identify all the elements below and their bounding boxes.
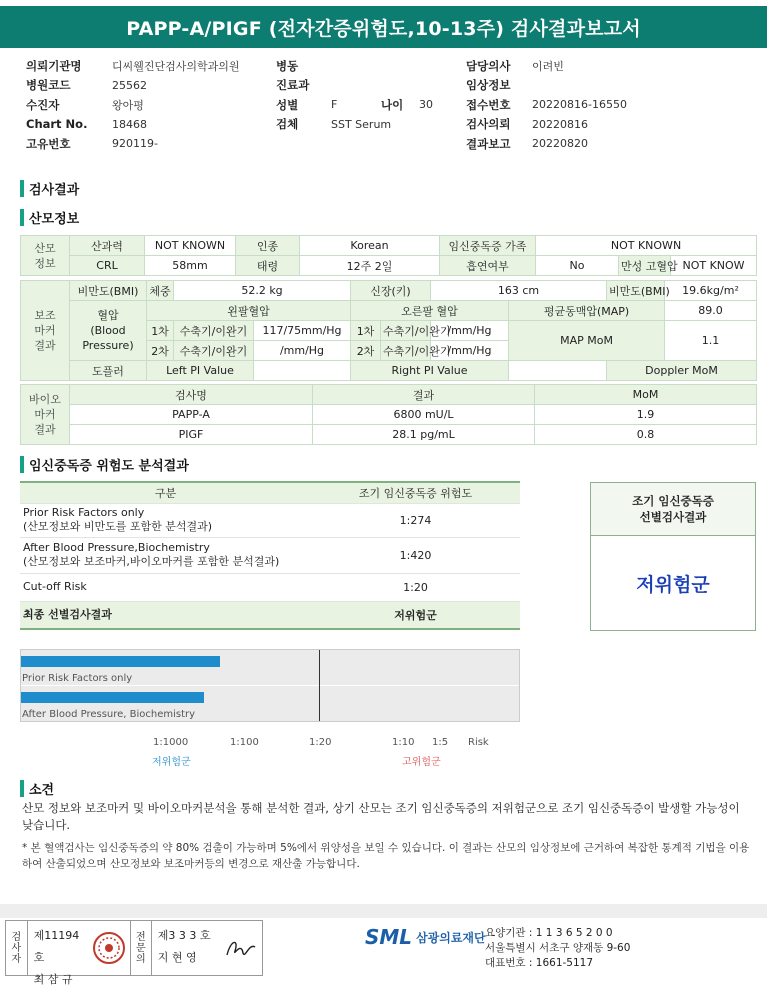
header-row — [26, 56, 240, 76]
header-value: 20220816 — [532, 117, 588, 131]
risk-row-label — [20, 537, 311, 573]
remark-text: 산모 정보와 보조마커 및 바이오마커분석을 통해 분석한 결과, 상기 산모는 조기 임신중독증의 저위험군으로 조기 임신중독증이 발생할 가능성이 낮습니다. — [22, 801, 740, 832]
logo-mark: SML — [365, 925, 413, 949]
signature-block — [5, 920, 263, 986]
header-label: 검체 — [276, 117, 299, 132]
cell: 신장(키) — [351, 281, 431, 301]
cell: Left PI Value — [147, 361, 254, 381]
cell: 1차 — [147, 321, 174, 341]
cell: /mm/Hg — [431, 321, 509, 341]
risk-header: 구분 — [20, 482, 311, 503]
biochemical-table — [20, 384, 757, 445]
disclaimer-note: * 본 혈액검사는 임신중독증의 약 80% 검출이 가능하며 5%에서 위양성을 보일 수 있습니다. 이 결과는 산모의 임상정보에 근거하여 복잡한 통계적 기법을 이용하여 산출되었으며 산모정보와 보조마커등의 변경으로 재산출 가능합니다. — [22, 842, 750, 870]
cell: /mm/Hg — [254, 341, 351, 361]
section-bar — [20, 180, 24, 197]
header-label: 수진자 — [26, 97, 60, 112]
org-phone: 대표번호 : 1661-5117 — [485, 957, 594, 969]
header-value: F — [331, 98, 338, 112]
final-result-label: 최종 선별검사결과 — [20, 601, 311, 629]
low-risk-label: 저위험군 — [152, 757, 191, 768]
result-box-value: 저위험군 — [636, 573, 710, 596]
cell: MoM — [535, 385, 757, 405]
cell: 체중 — [147, 281, 174, 301]
header-row — [276, 95, 433, 115]
header-label: 임상정보 — [466, 78, 511, 93]
cell: 평균동맥압(MAP) — [509, 301, 665, 321]
cell: NOT KNOWN — [536, 236, 757, 256]
cell — [254, 361, 351, 381]
header-label: 고유번호 — [26, 136, 71, 151]
cell: 58mm — [145, 256, 236, 276]
header-label: 병원코드 — [26, 78, 71, 93]
header-row — [466, 115, 627, 135]
final-result-value: 저위험군 — [311, 601, 520, 629]
header-col-2 — [276, 56, 433, 134]
header-row — [276, 56, 433, 76]
header-row — [466, 134, 627, 154]
cell: 왼팔혈압 — [147, 301, 351, 321]
header-label: 담당의사 — [466, 58, 511, 73]
sml-logo — [365, 925, 486, 949]
cell: 2차 — [147, 341, 174, 361]
header-value: 20220820 — [532, 137, 588, 151]
header-label: 병동 — [276, 58, 299, 73]
seal-stamp-icon — [92, 931, 126, 965]
cutoff-line — [319, 650, 320, 721]
maternal-side-label: 산모 정보 — [21, 236, 70, 276]
axis-tick: 1:100 — [230, 737, 259, 748]
risk-sub: (산모정보와 비만도를 포함한 분석결과) — [23, 520, 213, 533]
risk-sub: (산모정보와 보조마커,바이오마커를 포함한 분석결과) — [23, 555, 280, 568]
cell: 임신중독증 가족 — [440, 236, 536, 256]
cell: 163 cm — [431, 281, 607, 301]
header-col-1 — [26, 56, 240, 154]
section-remarks — [20, 779, 54, 798]
bp-label: 혈압 (Blood Pressure) — [70, 301, 147, 361]
risk-header: 조기 임신중독증 위험도 — [311, 482, 520, 503]
risk-bar-label: Prior Risk Factors only — [22, 673, 133, 684]
cell — [509, 361, 607, 381]
org-address: 서울특별시 서초구 양재동 9-60 — [485, 942, 631, 954]
cell: 1차 — [351, 321, 381, 341]
doctor-license: 제3 3 3 호 — [157, 929, 211, 942]
section-bar — [20, 209, 24, 226]
result-box-title-1: 조기 임신중독증 — [632, 494, 714, 508]
risk-table — [20, 481, 520, 630]
header-row — [276, 115, 433, 135]
section-bar — [20, 780, 24, 797]
maternal-table — [20, 235, 757, 276]
header-label: 결과보고 — [466, 136, 511, 151]
header-label: 검사의뢰 — [466, 117, 511, 132]
cell: PIGF — [70, 425, 313, 445]
risk-label: Cut-off Risk — [23, 580, 87, 593]
cell: 12주 2일 — [300, 256, 440, 276]
cell: 2차 — [351, 341, 381, 361]
cell: 수축기/이완기 — [381, 341, 431, 361]
tester-license: 제11194호 — [33, 929, 80, 964]
result-box-header — [591, 483, 755, 536]
header-row — [276, 76, 433, 96]
high-risk-label: 고위험군 — [402, 757, 441, 768]
header-label: 진료과 — [276, 78, 310, 93]
cell: 52.2 kg — [174, 281, 351, 301]
cell: 흡연여부 — [440, 256, 536, 276]
seal-stamp — [89, 921, 130, 975]
header-row — [26, 76, 240, 96]
doctor-tag: 전 문 의 — [130, 921, 152, 975]
cell: 검사명 — [70, 385, 313, 405]
cell: 태령 — [236, 256, 300, 276]
doctor-name: 지 현 영 — [157, 951, 197, 964]
axis-tick: 1:5 — [432, 737, 449, 748]
section-bar — [20, 456, 24, 473]
header-label: 성별 — [276, 97, 299, 112]
cell: NOT KNOW — [671, 256, 757, 276]
cell: 산과력 — [70, 236, 145, 256]
age-label: 나이 — [381, 97, 404, 112]
section-title: 검사결과 — [29, 183, 80, 198]
cell: 0.8 — [535, 425, 757, 445]
cell: 오른팔 혈압 — [351, 301, 509, 321]
risk-value: 1:420 — [311, 537, 520, 573]
header-value: 디씨웰진단검사의학과의원 — [112, 59, 240, 73]
risk-bar-label: After Blood Pressure, Biochemistry — [22, 709, 196, 720]
section-risk — [20, 455, 189, 474]
cell: NOT KNOWN — [145, 236, 236, 256]
section-maternal — [20, 208, 79, 227]
footer-divider — [0, 904, 767, 918]
header-row — [466, 56, 627, 76]
header-row — [466, 95, 627, 115]
header-value: 이려빈 — [532, 59, 564, 73]
cell: 1.9 — [535, 405, 757, 425]
cell: 117/75mm/Hg — [254, 321, 351, 341]
cell: 28.1 pg/mL — [313, 425, 535, 445]
doctor-signature — [221, 921, 262, 975]
result-box-title-2: 선별검사결과 — [639, 510, 707, 524]
cell: /mm/Hg — [431, 341, 509, 361]
cell: 1.1 — [665, 321, 757, 361]
section-results — [20, 179, 79, 198]
header-label: Chart No. — [26, 117, 88, 132]
organization-info — [485, 926, 630, 971]
cell: 비만도(BMI) — [607, 281, 665, 301]
cell: 비만도(BMI) — [70, 281, 147, 301]
cell: Doppler MoM — [607, 361, 757, 381]
doctor-info — [152, 921, 221, 975]
org-code: 요양기관 : 1 1 3 6 5 2 0 0 — [485, 927, 613, 939]
cell: 결과 — [313, 385, 535, 405]
cell: 19.6kg/m² — [665, 281, 757, 301]
risk-chart — [20, 649, 520, 722]
cell: PAPP-A — [70, 405, 313, 425]
axis-tick: Risk — [468, 737, 489, 748]
biophysical-table — [20, 280, 757, 381]
axis-tick: 1:20 — [309, 737, 332, 748]
header-value: 20220816-16550 — [532, 98, 627, 112]
axis-tick: 1:10 — [392, 737, 415, 748]
cell: Right PI Value — [351, 361, 509, 381]
logo-name: 삼광의료재단 — [416, 930, 486, 945]
tester-tag: 검 사 자 — [6, 921, 28, 975]
cell: 도플러 — [70, 361, 147, 381]
header-label: 의뢰기관명 — [26, 58, 82, 73]
cell: 수축기/이완기 — [174, 321, 254, 341]
cell: 만성 고혈압 — [619, 256, 671, 276]
screening-result-box — [590, 482, 756, 631]
biochem-side-label: 바이오 마커 결과 — [21, 385, 70, 445]
risk-bar-prior — [21, 656, 220, 667]
header-row — [26, 95, 240, 115]
header-row — [26, 134, 240, 154]
risk-value: 1:274 — [311, 503, 520, 537]
risk-label: Prior Risk Factors only — [23, 506, 145, 519]
cell: Korean — [300, 236, 440, 256]
risk-label: After Blood Pressure,Biochemistry — [23, 541, 210, 554]
header-value: 25562 — [112, 78, 147, 92]
header-row — [466, 76, 627, 96]
risk-bar-after — [21, 692, 204, 703]
risk-row-label — [20, 573, 311, 601]
header-value: 920119- — [112, 137, 158, 151]
header-row — [26, 115, 240, 135]
tester-info — [28, 921, 89, 986]
cell: 89.0 — [665, 301, 757, 321]
tester-name: 최 삼 규 — [33, 973, 73, 986]
header-value: SST Serum — [331, 117, 392, 131]
cell: 수축기/이완기 — [174, 341, 254, 361]
header-value: 18468 — [112, 117, 147, 131]
section-title: 산모정보 — [29, 212, 80, 227]
cell: MAP MoM — [509, 321, 665, 361]
age-value: 30 — [419, 98, 433, 112]
header-col-3 — [466, 56, 627, 154]
header-value: 왕아평 — [112, 98, 144, 112]
biophysical-side-label: 보조 마커 결과 — [21, 281, 70, 381]
section-title: 임신중독증 위험도 분석결과 — [29, 459, 189, 474]
risk-value: 1:20 — [311, 573, 520, 601]
axis-tick: 1:1000 — [153, 737, 189, 748]
cell: CRL — [70, 256, 145, 276]
cell: No — [536, 256, 619, 276]
header-label: 접수번호 — [466, 97, 511, 112]
risk-row-label — [20, 503, 311, 537]
cell: 6800 mU/L — [313, 405, 535, 425]
section-title: 소견 — [29, 783, 55, 798]
cell: 인종 — [236, 236, 300, 256]
cell: 수축기/이완기 — [381, 321, 431, 341]
signature-icon — [223, 933, 259, 963]
report-title: PAPP-A/PIGF (전자간증위험도,10-13주) 검사결과보고서 — [0, 6, 767, 48]
